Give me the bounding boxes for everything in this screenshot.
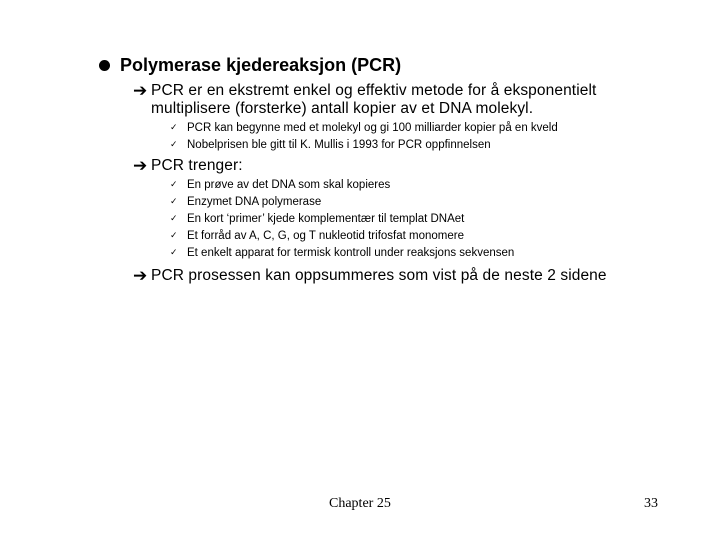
check-mark-icon: ✓	[170, 180, 178, 190]
check-mark-icon: ✓	[170, 231, 178, 241]
point-2-line-1: PCR trenger:	[151, 157, 243, 174]
slide-heading: Polymerase kjedereaksjon (PCR)	[120, 55, 402, 75]
point-1-line-1: PCR er en ekstremt enkel og effektiv metode for å eksponentielt	[151, 82, 597, 99]
filled-circle-icon	[99, 60, 110, 71]
point-2-subpoint-4: Et forråd av A, C, G, og T nukleotid trifosfat monomere	[187, 230, 464, 242]
check-mark-icon: ✓	[170, 123, 178, 133]
check-mark-icon: ✓	[170, 140, 178, 150]
check-mark-icon: ✓	[170, 214, 178, 224]
check-mark-icon: ✓	[170, 248, 178, 258]
point-1-subpoint-2: Nobelprisen ble gitt til K. Mullis i 1993 for PCR oppfinnelsen	[187, 139, 491, 151]
point-1-subpoint-1: PCR kan begynne med et molekyl og gi 100 milliarder kopier på en kveld	[187, 122, 558, 134]
check-mark-icon: ✓	[170, 197, 178, 207]
point-2-subpoint-5: Et enkelt apparat for termisk kontroll under reaksjons sekvensen	[187, 247, 515, 259]
right-arrow-icon: ➔	[133, 81, 148, 100]
point-2-subpoint-3: En kort ‘primer’ kjede komplementær til templat DNAet	[187, 213, 465, 225]
point-1-line-2: multiplisere (forsterke) antall kopier av et DNA molekyl.	[151, 100, 534, 117]
point-3-line-1: PCR prosessen kan oppsummeres som vist på de neste 2 sidene	[151, 267, 607, 284]
page-number: 33	[644, 496, 658, 511]
point-2-subpoint-1: En prøve av det DNA som skal kopieres	[187, 179, 391, 191]
point-2-subpoint-2: Enzymet DNA polymerase	[187, 196, 322, 208]
footer-chapter: Chapter 25	[329, 496, 391, 511]
right-arrow-icon: ➔	[133, 266, 148, 285]
right-arrow-icon: ➔	[133, 156, 148, 175]
